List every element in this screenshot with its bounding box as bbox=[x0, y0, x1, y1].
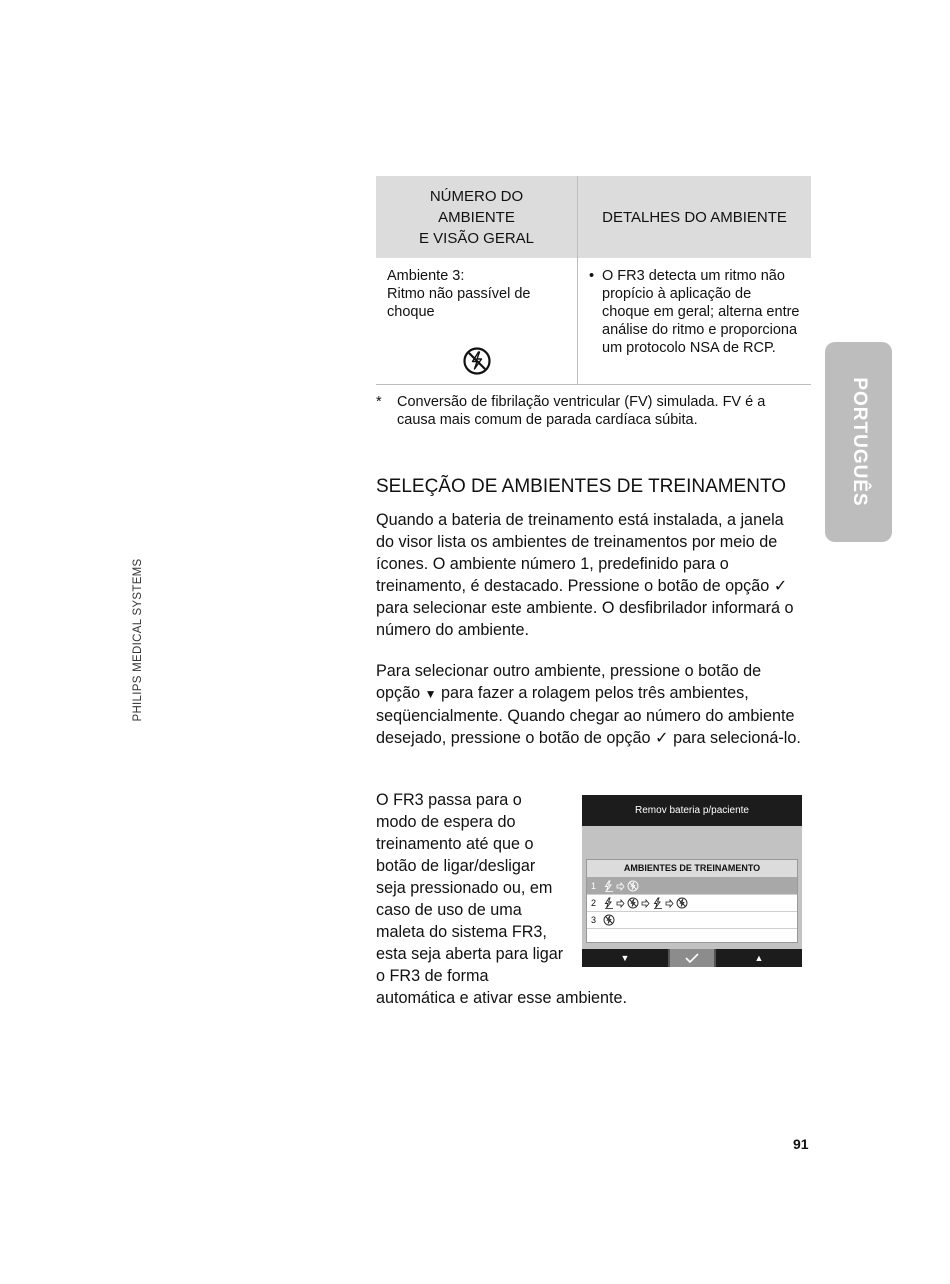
table-header-row bbox=[376, 176, 811, 258]
no-shock-icon bbox=[627, 897, 639, 909]
environment-number: 1 bbox=[591, 881, 597, 891]
environment-number: 2 bbox=[591, 898, 597, 908]
check-icon: ✓ bbox=[655, 729, 669, 747]
table-header-details: DETALHES DO AMBIENTE bbox=[578, 176, 812, 258]
environment-icons bbox=[603, 914, 617, 926]
training-environments-panel bbox=[586, 859, 798, 943]
no-shock-icon bbox=[603, 914, 615, 926]
arrow-icon bbox=[616, 882, 625, 891]
footnote-marker: * bbox=[376, 394, 382, 410]
arrow-icon bbox=[616, 899, 625, 908]
arrow-icon bbox=[641, 899, 650, 908]
environment-icons bbox=[603, 880, 641, 892]
no-shock-icon bbox=[676, 897, 688, 909]
panel-title: AMBIENTES DE TREINAMENTO bbox=[587, 860, 797, 878]
environment-name-cell: Ambiente 3: Ritmo não passível de choque bbox=[376, 258, 578, 385]
screen-button-bar bbox=[582, 949, 802, 967]
environment-table bbox=[376, 176, 811, 385]
page-number: 91 bbox=[793, 1136, 809, 1152]
device-screen-image bbox=[582, 795, 802, 967]
language-tab bbox=[825, 342, 892, 542]
check-icon bbox=[685, 953, 699, 963]
environment-number: 3 bbox=[591, 915, 597, 925]
table-header-environment: NÚMERO DO AMBIENTE E VISÃO GERAL bbox=[376, 176, 578, 258]
no-shock-icon bbox=[462, 346, 492, 376]
screen-title: Remov bateria p/paciente bbox=[582, 795, 802, 826]
arrow-icon bbox=[665, 899, 674, 908]
environment-icons bbox=[603, 897, 690, 909]
shock-icon bbox=[603, 897, 614, 909]
paragraph-select: Para selecionar outro ambiente, pressione o botão de opção ▼ para fazer a rolagem pelos três ambientes, seqüencialmente. Quando chegar ao número do ambiente desejado, pressione o botão de opção ✓ para selecioná-lo. bbox=[376, 662, 801, 747]
environment-list bbox=[587, 878, 797, 929]
up-option-button: ▲ bbox=[754, 953, 764, 963]
list-item bbox=[587, 895, 797, 912]
detail-bullet: • O FR3 detecta um ritmo não propício à aplicação de choque em geral; alterna entre análise do ritmo e proporciona um protocolo NSA de RCP. bbox=[589, 268, 800, 356]
footnote-text: Conversão de fibrilação ventricular (FV) simulada. FV é a causa mais comum de parada cardíaca súbita. bbox=[397, 394, 766, 428]
check-option-button bbox=[668, 949, 716, 967]
table-row bbox=[376, 258, 811, 385]
footnote bbox=[376, 393, 806, 429]
side-brand-label: PHILIPS MEDICAL SYSTEMS bbox=[132, 558, 144, 722]
shock-icon bbox=[652, 897, 663, 909]
down-option-button: ▼ bbox=[620, 953, 630, 963]
shock-icon bbox=[603, 880, 614, 892]
language-tab-label: PORTUGUÊS bbox=[848, 377, 870, 507]
paragraph-standby: O FR3 passa para o modo de espera do treinamento até que o botão de ligar/desligar seja pressionado ou, em caso de uso de uma maleta do sistema FR3, esta seja aberta para ligar o FR3 de forma automática e ativar esse ambiente. bbox=[376, 791, 628, 1007]
list-item bbox=[587, 912, 797, 929]
no-shock-icon bbox=[627, 880, 639, 892]
check-icon: ✓ bbox=[773, 577, 788, 595]
section-heading: SELEÇÃO DE AMBIENTES DE TREINAMENTO bbox=[376, 476, 787, 497]
down-arrow-icon: ▼ bbox=[424, 687, 437, 701]
environment-details-cell bbox=[578, 258, 812, 385]
list-item bbox=[587, 878, 797, 895]
paragraph-intro: Quando a bateria de treinamento está instalada, a janela do visor lista os ambientes de treinamentos por meio de ícones. O ambiente número 1, predefinido para o treinamento, é destacado. Pressione o botão de opção ✓ para selecionar este ambiente. O desfibrilador informará o número do ambiente. bbox=[376, 511, 794, 639]
